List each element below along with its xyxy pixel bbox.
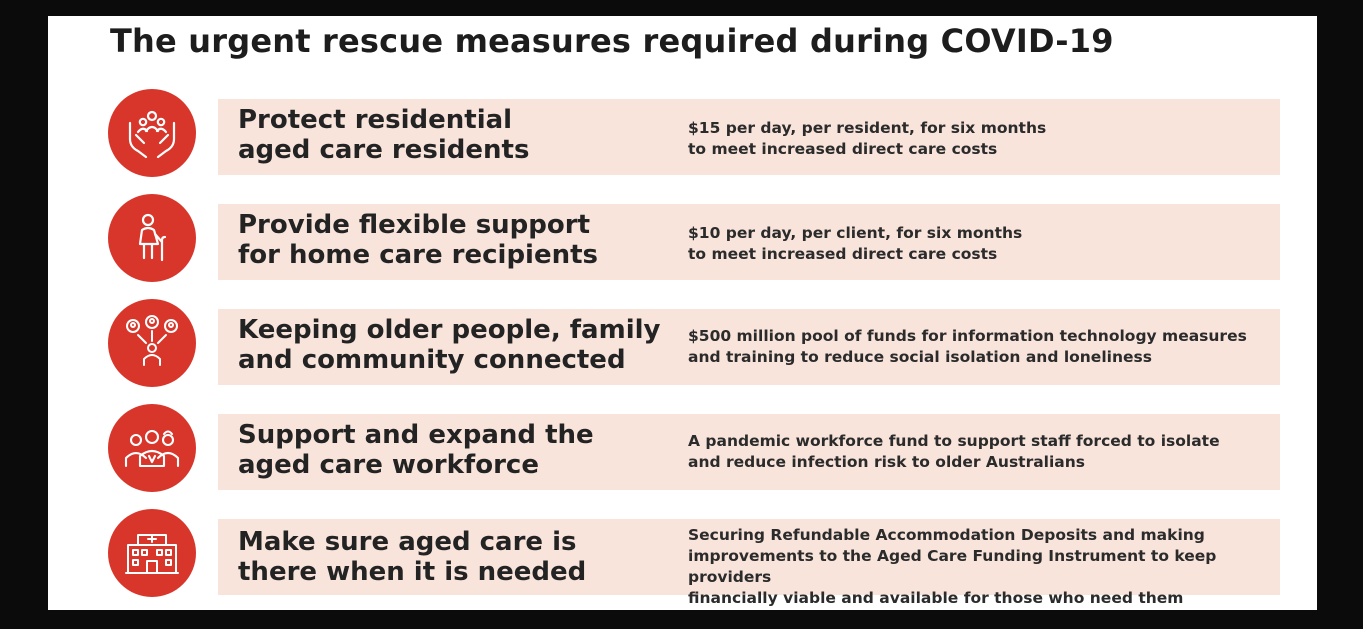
- measure-row-connected: [48, 299, 1317, 409]
- measure-description: A pandemic workforce fund to support staff forced to isolate and reduce infection risk to older Australians: [688, 432, 1220, 471]
- measure-description: $10 per day, per client, for six months to meet increased direct care costs: [688, 224, 1023, 263]
- measure-heading: Keeping older people, family and community connected: [238, 315, 661, 375]
- measure-band: [218, 519, 1280, 607]
- measure-band: [218, 99, 1280, 175]
- care-facility-building-icon: [108, 509, 196, 597]
- measure-row-available: [48, 509, 1317, 619]
- measure-row-residential: [48, 89, 1317, 199]
- care-workforce-group-icon: [108, 404, 196, 492]
- measure-band: [218, 309, 1280, 385]
- measure-description: $15 per day, per resident, for six months to meet increased direct care costs: [688, 119, 1047, 158]
- measure-heading: Provide flexible support for home care recipients: [238, 210, 599, 270]
- elderly-person-cane-icon: [108, 194, 196, 282]
- hands-holding-people-icon: [108, 89, 196, 177]
- infographic-panel: [48, 16, 1317, 610]
- measure-heading: Make sure aged care is there when it is needed: [238, 527, 587, 587]
- page-title: The urgent rescue measures required during COVID-19: [110, 22, 1114, 60]
- measure-row-workforce: [48, 404, 1317, 514]
- measure-description: Securing Refundable Accommodation Deposits and making improvements to the Aged Care Funding Instrument to keep providers financially viable and available for those who need them: [688, 526, 1217, 607]
- measure-description: $500 million pool of funds for information technology measures and training to reduce social isolation and loneliness: [688, 327, 1247, 366]
- measure-row-home-care: [48, 194, 1317, 304]
- measure-heading: Protect residential aged care residents: [238, 105, 530, 165]
- connected-people-icon: [108, 299, 196, 387]
- measure-band: [218, 414, 1280, 490]
- measure-band: [218, 204, 1280, 280]
- measure-heading: Support and expand the aged care workforce: [238, 420, 594, 480]
